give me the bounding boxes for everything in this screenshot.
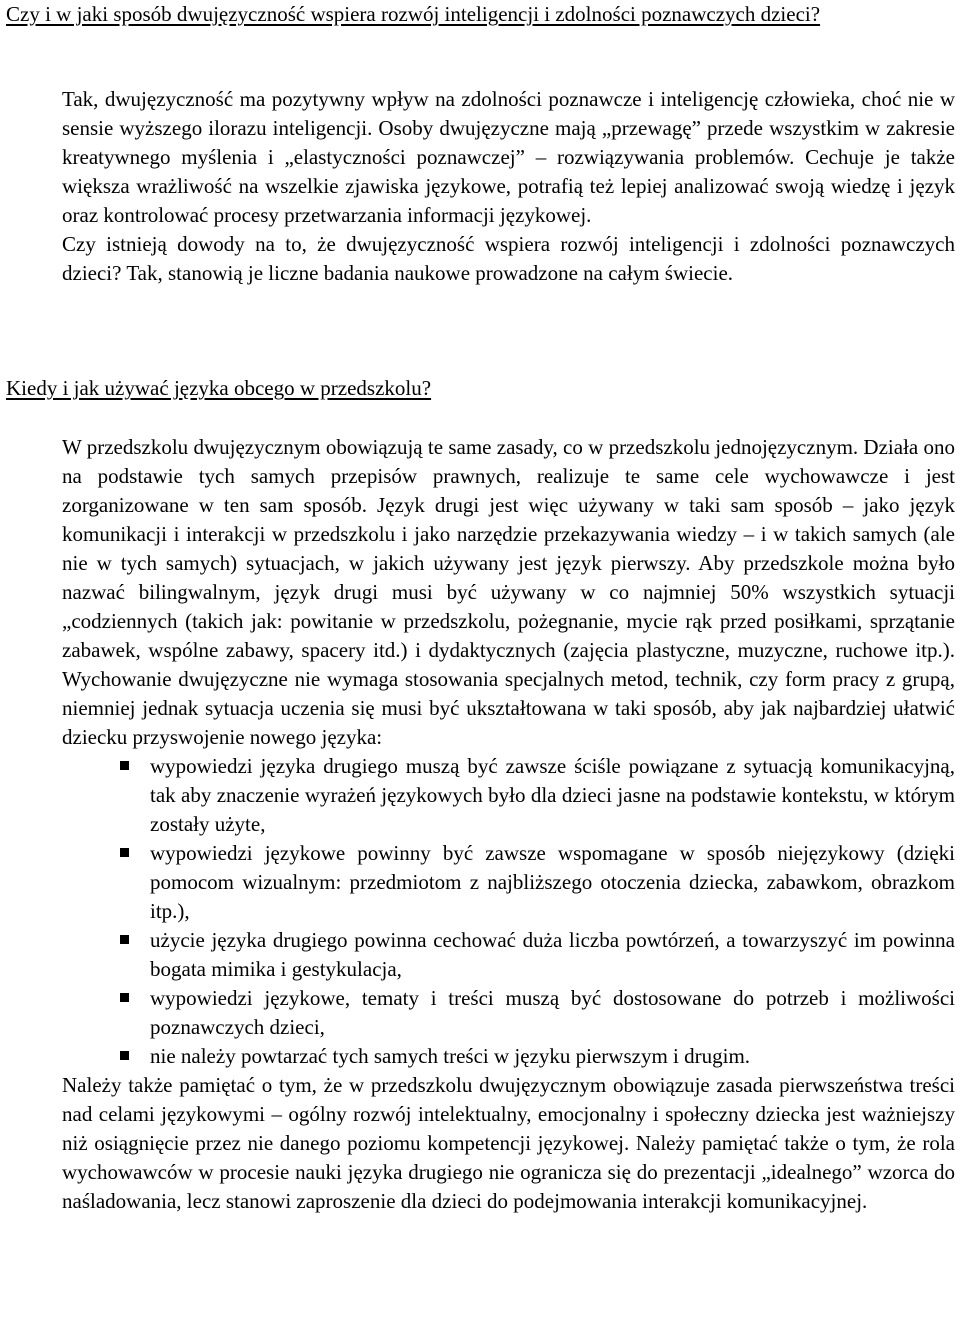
paragraph-cognitive-benefits: Tak, dwujęzyczność ma pozytywny wpływ na zdolności poznawcze i inteligencję człowieka, choć nie w sensie wyższego ilorazu inteligencji. Osoby dwujęzyczne mają „przewagę” przede wszystkim w zakresie kreatywnego myślenia i „elastyczności poznawczej” – rozwiązywania problemów. Cechuje je także większa wrażliwość na wszelkie zjawiska językowe, potrafią też lepiej analizować swoją wiedzę i język oraz kontrolować procesy przetwarzania informacji językowej. [62,87,955,227]
list-item [62,839,955,926]
list-item-text: wypowiedzi języka drugiego muszą być zawsze ściśle powiązane z sytuacją komunikacyjną, tak aby znaczenie wyrażeń językowych było dla dzieci jasne na podstawie kontekstu, w którym zostały użyte, [150,754,955,836]
section-kindergarten-rules [62,433,955,1216]
square-bullet-icon [120,848,129,857]
list-item [62,752,955,839]
paragraph-research-evidence: Czy istnieją dowody na to, że dwujęzyczność wspiera rozwój inteligencji i zdolności poznawczych dzieci? Tak, stanowią je liczne badania naukowe prowadzone na całym świecie. [62,232,955,285]
heading-foreign-language-kindergarten: Kiedy i jak używać języka obcego w przedszkolu? [6,376,432,400]
square-bullet-icon [120,935,129,944]
paragraph-content-priority: Należy także pamiętać o tym, że w przedszkolu dwujęzycznym obowiązuje zasada pierwszeństwa treści nad celami językowymi – ogólny rozwój intelektualny, emocjonalny i społeczny dziecka jest ważniejszy niż osiągnięcie przez nie danego poziomu kompetencji językowej. Należy pamiętać także o tym, że rola wychowawców w procesie nauki języka drugiego nie ogranicza się do prezentacji „idealnego” wzorca do naśladowania, lecz stanowi zaproszenie dla dzieci do podejmowania interakcji komunikacyjnej. [62,1073,955,1213]
square-bullet-icon [120,1051,129,1060]
square-bullet-icon [120,993,129,1002]
list-item-text: wypowiedzi językowe, tematy i treści muszą być dostosowane do potrzeb i możliwości poznawczych dzieci, [150,986,955,1039]
list-item-text: wypowiedzi językowe powinny być zawsze wspomagane w sposób niejęzykowy (dzięki pomocom wizualnym: przedmiotom z najbliższego otoczenia dziecka, zabawkom, obrazkom itp.), [150,841,955,923]
section-bilingualism-benefits [62,85,955,288]
list-item [62,984,955,1042]
list-item [62,1042,955,1071]
guidelines-list [62,752,955,1071]
paragraph-kindergarten-principles: W przedszkolu dwujęzycznym obowiązują te same zasady, co w przedszkolu jednojęzycznym. Działa ono na podstawie tych samych przepisów prawnych, realizuje te same cele wychowawcze i jest zorganizowane w ten sam sposób. Język drugi jest więc używany w taki sam sposób – jako język komunikacji i interakcji w przedszkolu i jako narzędzie przekazywania wiedzy – i w takich samych (ale nie w tych samych) sytuacjach, w jakich używany jest język pierwszy. Aby przedszkole można było nazwać bilingwalnym, język drugi musi być używany w co najmniej 50% wszystkich sytuacji „codziennych (takich jak: powitanie w przedszkolu, pożegnanie, mycie rąk przed posiłkami, sprzątanie zabawek, wspólne zabawy, spacery itd.) i dydaktycznych (zajęcia plastyczne, muzyczne, ruchowe itp.). Wychowanie dwujęzyczne nie wymaga stosowania specjalnych metod, technik, czy form pracy z grupą, niemniej jednak sytuacja uczenia się musi być ukształtowana w taki sposób, aby jak najbardziej ułatwić dziecku przyswojenie nowego języka: [62,435,955,749]
square-bullet-icon [120,761,129,770]
list-item [62,926,955,984]
heading-bilingualism-intelligence: Czy i w jaki sposób dwujęzyczność wspiera rozwój inteligencji i zdolności poznawczych dzieci? [6,2,821,26]
list-item-text: nie należy powtarzać tych samych treści w języku pierwszym i drugim. [150,1044,751,1068]
list-item-text: użycie języka drugiego powinna cechować duża liczba powtórzeń, a towarzyszyć im powinna bogata mimika i gestykulacja, [150,928,955,981]
